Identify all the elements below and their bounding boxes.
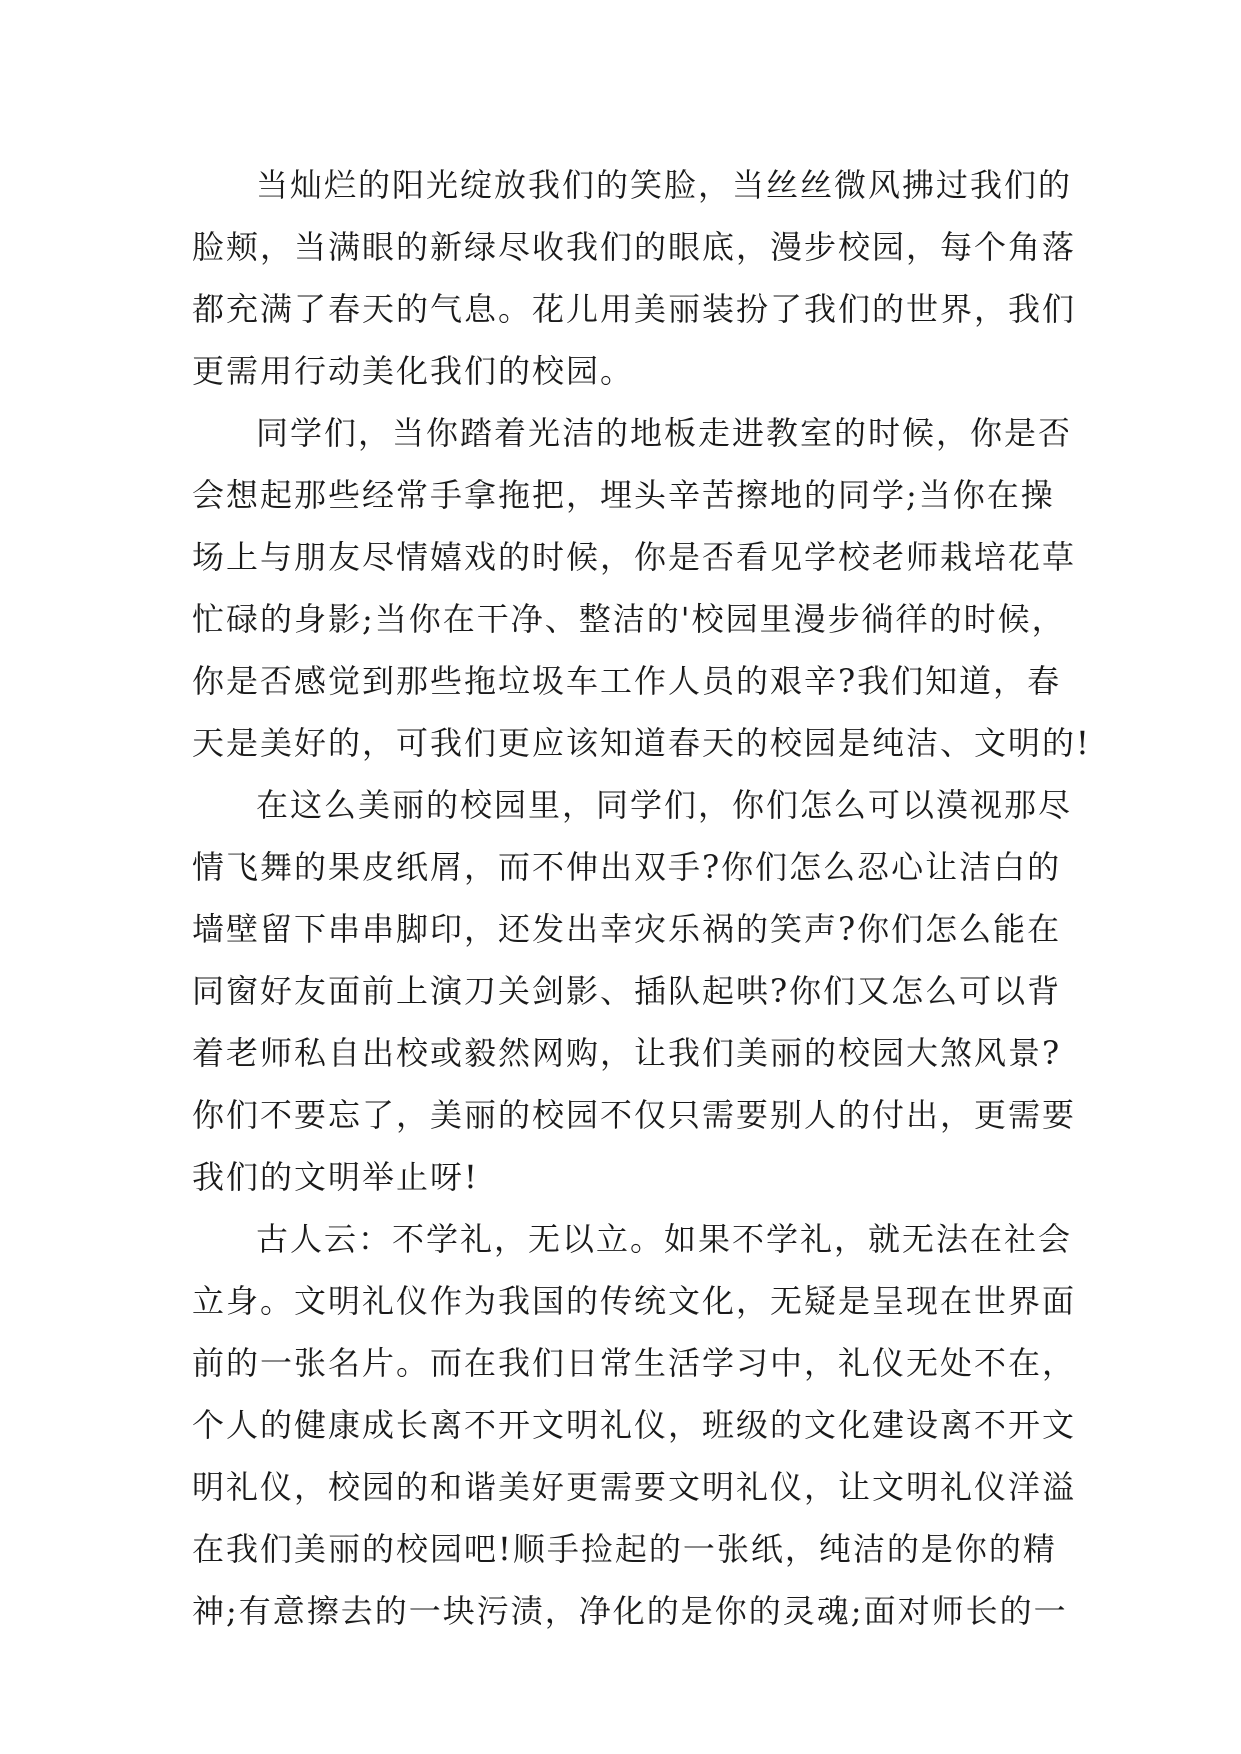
text-line: 场上与朋友尽情嬉戏的时候，你是否看见学校老师栽培花草 [192, 538, 1077, 576]
text-line: 天是美好的，可我们更应该知道春天的校园是纯洁、文明的! [192, 724, 1091, 762]
text-line: 忙碌的身影;当你在干净、整洁的'校园里漫步徜徉的时候， [192, 600, 1066, 638]
text-line: 着老师私自出校或毅然网购，让我们美丽的校园大煞风景? [192, 1034, 1062, 1072]
text-line: 更需用行动美化我们的校园。 [192, 352, 635, 390]
paragraph-2 [192, 402, 1091, 774]
text-line: 个人的健康成长离不开文明礼仪，班级的文化建设离不开文 [192, 1406, 1077, 1444]
text-line: 在这么美丽的校园里，同学们，你们怎么可以漠视那尽 [256, 786, 1073, 824]
text-line: 立身。文明礼仪作为我国的传统文化，无疑是呈现在世界面 [192, 1282, 1077, 1320]
text-line: 同学们，当你踏着光洁的地板走进教室的时候，你是否 [256, 414, 1073, 452]
text-line: 墙壁留下串串脚印，还发出幸灾乐祸的笑声?你们怎么能在 [192, 910, 1062, 948]
text-line: 脸颊，当满眼的新绿尽收我们的眼底，漫步校园，每个角落 [192, 228, 1077, 266]
text-line: 古人云：不学礼，无以立。如果不学礼，就无法在社会 [256, 1220, 1073, 1258]
text-line: 情飞舞的果皮纸屑，而不伸出双手?你们怎么忍心让洁白的 [192, 848, 1062, 886]
paragraph-1 [192, 154, 1077, 402]
text-line: 我们的文明举止呀! [192, 1158, 479, 1196]
text-line: 你是否感觉到那些拖垃圾车工作人员的艰辛?我们知道，春 [192, 662, 1062, 700]
paragraph-4 [192, 1208, 1077, 1642]
text-line: 同窗好友面前上演刀关剑影、插队起哄?你们又怎么可以背 [192, 972, 1062, 1010]
text-line: 当灿烂的阳光绽放我们的笑脸，当丝丝微风拂过我们的 [256, 166, 1073, 204]
text-line: 在我们美丽的校园吧!顺手捡起的一张纸，纯洁的是你的精 [192, 1530, 1057, 1568]
document-body [192, 154, 1091, 1642]
text-line: 前的一张名片。而在我们日常生活学习中，礼仪无处不在， [192, 1344, 1077, 1382]
text-line: 你们不要忘了，美丽的校园不仅只需要别人的付出，更需要 [192, 1096, 1077, 1134]
text-line: 神;有意擦去的一块污渍，净化的是你的灵魂;面对师长的一 [192, 1592, 1068, 1630]
text-line: 都充满了春天的气息。花儿用美丽装扮了我们的世界，我们 [192, 290, 1077, 328]
text-line: 明礼仪，校园的和谐美好更需要文明礼仪，让文明礼仪洋溢 [192, 1468, 1077, 1506]
paragraph-3 [192, 774, 1077, 1208]
text-line: 会想起那些经常手拿拖把，埋头辛苦擦地的同学;当你在操 [192, 476, 1055, 514]
